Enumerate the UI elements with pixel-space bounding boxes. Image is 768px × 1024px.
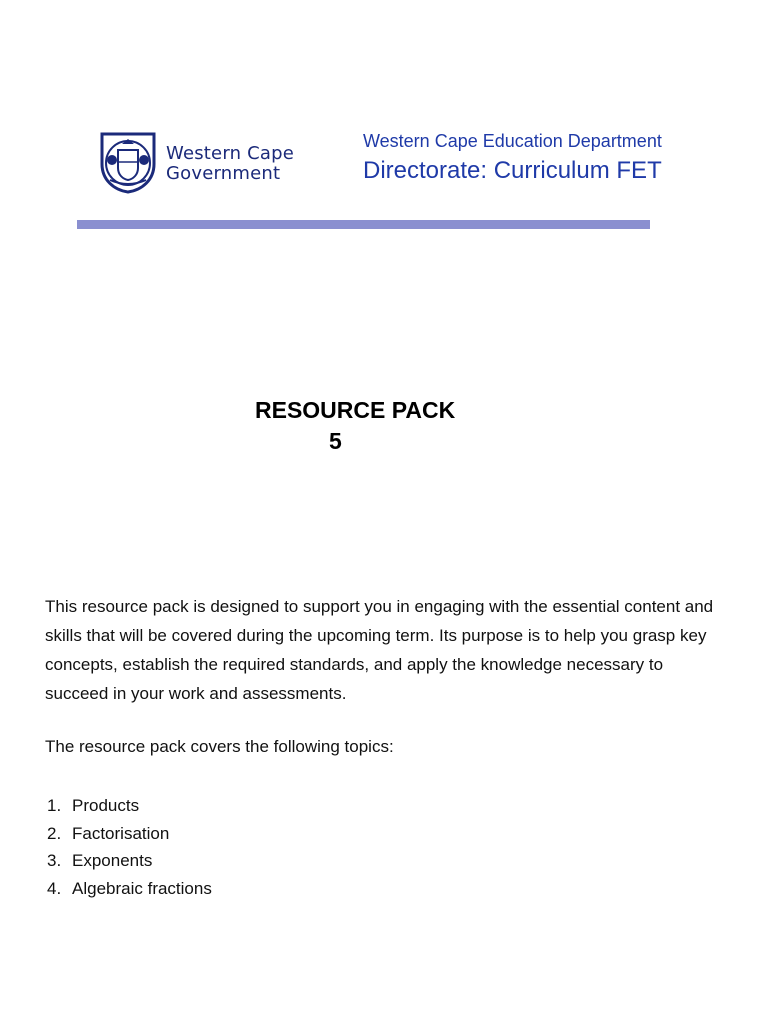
list-item [47,820,212,848]
directorate-title: Directorate: Curriculum FET [363,157,662,184]
pack-number: 5 [329,428,342,454]
list-item-number: 2. [47,823,62,843]
logo-text-line1: Western Cape [166,143,295,164]
topics-intro: The resource pack covers the following topics: [45,737,394,756]
department-name: Western Cape Education Department [363,131,662,151]
list-item-number: 3. [47,851,62,870]
header-divider [77,220,650,229]
list-item-number: 4. [47,878,62,898]
list-item-label: Algebraic fractions [72,878,212,898]
document-title: RESOURCE PACK [255,397,456,423]
list-item [47,875,212,903]
list-item-number: 1. [47,796,62,815]
topics-list [47,792,212,902]
list-item-label: Exponents [72,851,153,870]
coat-of-arms-icon [96,130,160,194]
intro-paragraph: This resource pack is designed to support you in engaging with the essential content and skills that will be covered during the upcoming term. Its purpose is to help you grasp key concepts, establish the required standards, and apply the knowledge necessary to succeed in your work and assessments. [45,597,714,703]
list-item [47,792,212,820]
list-item-label: Factorisation [72,823,170,843]
logo-text-line2: Government [166,163,281,184]
list-item [47,847,212,875]
list-item-label: Products [72,796,140,815]
wcg-logo [96,130,326,194]
